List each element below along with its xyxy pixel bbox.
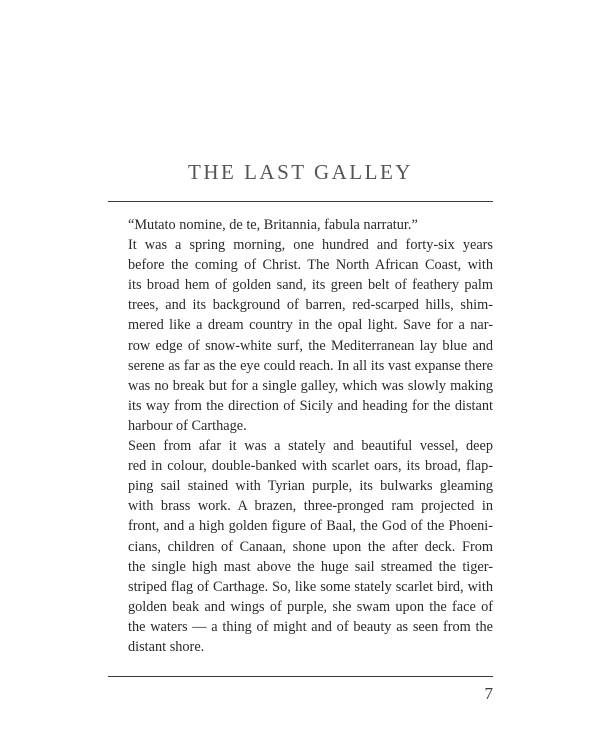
text-line: its broad hem of golden sand, its green belt of feathery palm <box>128 277 493 294</box>
chapter-body <box>108 215 493 657</box>
footer-rule <box>108 676 493 677</box>
text-line: red in colour, double-banked with scarlet oars, its broad, flap- <box>128 458 493 475</box>
text-line: its way from the direction of Sicily and heading for the distant <box>128 397 493 414</box>
paragraph-2 <box>108 436 493 657</box>
title-rule <box>108 201 493 202</box>
text-line: serene as far as the eye could reach. In all its vast expanse there <box>128 357 493 374</box>
text-line: cians, children of Canaan, shone upon the after deck. From <box>128 538 493 555</box>
text-line: golden beak and wings of purple, she swam upon the face of <box>128 598 493 615</box>
text-line: Seen from afar it was a stately and beautiful vessel, deep <box>128 438 493 455</box>
text-line: harbour of Carthage. <box>128 417 247 434</box>
text-line: trees, and its background of barren, red-scarped hills, shim- <box>128 297 493 314</box>
text-line: ping sail stained with Tyrian purple, its bulwarks gleaming <box>128 478 493 495</box>
chapter-title: THE LAST GALLEY <box>188 160 413 184</box>
page-number: 7 <box>484 684 493 703</box>
paragraph-1 <box>108 235 493 436</box>
text-line: the waters — a thing of might and of beauty as seen from the <box>128 618 493 635</box>
text-line: mered like a dream country in the opal light. Save for a nar- <box>128 317 493 334</box>
text-line: distant shore. <box>128 638 205 655</box>
text-line: before the coming of Christ. The North African Coast, with <box>128 257 493 274</box>
text-line: the single high mast above the huge sail streamed the tiger- <box>128 558 493 575</box>
text-line: front, and a high golden figure of Baal, the God of the Phoeni- <box>128 518 493 535</box>
text-line: with brass work. A brazen, three-pronged ram projected in <box>128 498 493 515</box>
epigraph <box>108 215 493 235</box>
epigraph-line: “Mutato nomine, de te, Britannia, fabula narratur.” <box>128 217 418 233</box>
text-line: It was a spring morning, one hundred and forty-six years <box>128 237 493 254</box>
text-line: was no break but for a single galley, which was slowly making <box>128 377 493 394</box>
text-line: row edge of snow-white surf, the Mediterranean lay blue and <box>128 337 493 354</box>
text-line: striped flag of Carthage. So, like some stately scarlet bird, with <box>128 578 493 595</box>
